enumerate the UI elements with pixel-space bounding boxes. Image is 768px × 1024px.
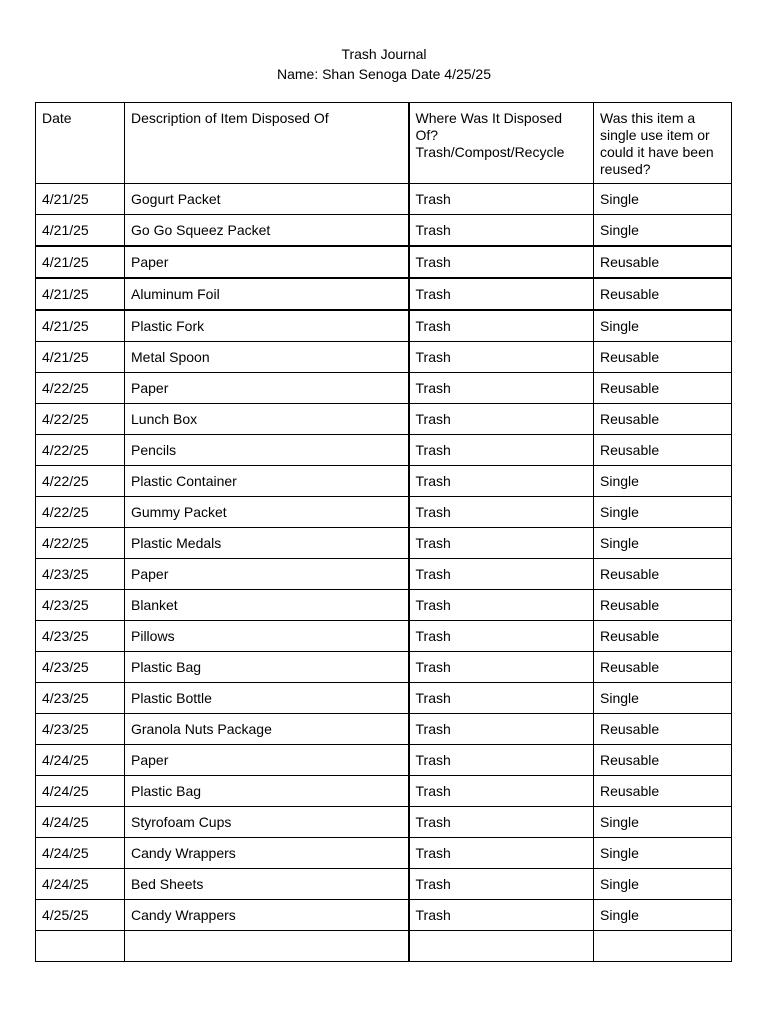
table-row [36,714,732,745]
cell-date: 4/24/25 [36,745,125,776]
table-row [36,404,732,435]
cell-description: Paper [125,559,409,590]
cell-single-use: Single [594,807,732,838]
cell-single-use: Reusable [594,559,732,590]
cell-single-use: Single [594,215,732,247]
table-row [36,246,732,278]
table-row [36,373,732,404]
cell-where-disposed: Trash [409,310,594,342]
header-description: Description of Item Disposed Of [125,103,409,184]
table-row [36,215,732,247]
cell-where-disposed: Trash [409,838,594,869]
cell-where-disposed: Trash [409,807,594,838]
cell-where-disposed: Trash [409,683,594,714]
table-row [36,184,732,215]
table-row [36,466,732,497]
cell-date: 4/23/25 [36,683,125,714]
cell-where-disposed: Trash [409,342,594,373]
cell-description: Gummy Packet [125,497,409,528]
cell-single-use: Single [594,528,732,559]
table-row [36,652,732,683]
cell-where-disposed: Trash [409,621,594,652]
cell-date: 4/23/25 [36,714,125,745]
table-row [36,621,732,652]
table-row [36,590,732,621]
cell-single-use: Reusable [594,404,732,435]
cell-description: Gogurt Packet [125,184,409,215]
cell-description: Bed Sheets [125,869,409,900]
cell-date: 4/24/25 [36,807,125,838]
table-row [36,838,732,869]
cell-description: Styrofoam Cups [125,807,409,838]
cell-date: 4/23/25 [36,559,125,590]
cell-date: 4/23/25 [36,590,125,621]
cell-single-use: Reusable [594,621,732,652]
cell-where-disposed: Trash [409,590,594,621]
table-row [36,278,732,310]
cell-single-use: Single [594,466,732,497]
cell-date: 4/22/25 [36,466,125,497]
table-row [36,869,732,900]
table-row [36,683,732,714]
table-row [36,559,732,590]
cell-single-use: Reusable [594,776,732,807]
cell-description: Candy Wrappers [125,900,409,931]
header-row [36,103,732,184]
cell-single-use: Single [594,497,732,528]
cell-single-use [594,931,732,962]
cell-where-disposed: Trash [409,466,594,497]
cell-where-disposed: Trash [409,497,594,528]
table-row [36,435,732,466]
cell-single-use: Reusable [594,652,732,683]
cell-where-disposed: Trash [409,900,594,931]
cell-where-disposed: Trash [409,435,594,466]
header-where-disposed: Where Was It Disposed Of? Trash/Compost/Recycle [409,103,594,184]
header-single-use: Was this item a single use item or could it have been reused? [594,103,732,184]
trash-journal-table [35,102,732,962]
cell-description: Plastic Bag [125,652,409,683]
cell-single-use: Reusable [594,745,732,776]
cell-description: Plastic Bag [125,776,409,807]
cell-description: Pillows [125,621,409,652]
cell-single-use: Reusable [594,714,732,745]
table-row [36,931,732,962]
cell-date: 4/24/25 [36,869,125,900]
cell-single-use: Single [594,900,732,931]
cell-single-use: Single [594,184,732,215]
cell-date: 4/24/25 [36,838,125,869]
cell-single-use: Single [594,838,732,869]
cell-description: Plastic Bottle [125,683,409,714]
cell-where-disposed: Trash [409,652,594,683]
cell-date: 4/21/25 [36,246,125,278]
table-row [36,528,732,559]
cell-where-disposed: Trash [409,559,594,590]
cell-description: Plastic Medals [125,528,409,559]
cell-date: 4/21/25 [36,342,125,373]
table-row [36,745,732,776]
cell-date: 4/22/25 [36,497,125,528]
cell-single-use: Single [594,869,732,900]
cell-description: Paper [125,373,409,404]
cell-description: Go Go Squeez Packet [125,215,409,247]
cell-date: 4/21/25 [36,278,125,310]
document-title: Trash Journal [341,46,427,62]
cell-description: Plastic Container [125,466,409,497]
cell-description: Metal Spoon [125,342,409,373]
cell-description: Candy Wrappers [125,838,409,869]
table-header [36,103,732,184]
cell-where-disposed: Trash [409,184,594,215]
cell-where-disposed: Trash [409,404,594,435]
cell-date: 4/22/25 [36,373,125,404]
cell-where-disposed: Trash [409,869,594,900]
cell-where-disposed: Trash [409,776,594,807]
cell-date: 4/23/25 [36,652,125,683]
header-date: Date [36,103,125,184]
cell-date: 4/24/25 [36,776,125,807]
table-row [36,497,732,528]
cell-where-disposed: Trash [409,278,594,310]
table-row [36,807,732,838]
cell-single-use: Single [594,310,732,342]
cell-description: Pencils [125,435,409,466]
cell-description: Lunch Box [125,404,409,435]
cell-where-disposed: Trash [409,215,594,247]
document-subtitle: Name: Shan Senoga Date 4/25/25 [276,66,492,82]
cell-description [125,931,409,962]
cell-description: Plastic Fork [125,310,409,342]
cell-single-use: Reusable [594,435,732,466]
cell-single-use: Reusable [594,342,732,373]
cell-single-use: Reusable [594,246,732,278]
cell-where-disposed: Trash [409,714,594,745]
cell-where-disposed: Trash [409,246,594,278]
cell-date: 4/22/25 [36,435,125,466]
cell-date [36,931,125,962]
cell-description: Blanket [125,590,409,621]
cell-description: Paper [125,246,409,278]
cell-date: 4/21/25 [36,184,125,215]
cell-description: Aluminum Foil [125,278,409,310]
cell-where-disposed [409,931,594,962]
cell-date: 4/22/25 [36,404,125,435]
cell-date: 4/21/25 [36,310,125,342]
cell-where-disposed: Trash [409,745,594,776]
cell-date: 4/23/25 [36,621,125,652]
cell-single-use: Reusable [594,373,732,404]
table-body [36,184,732,962]
table-row [36,776,732,807]
cell-description: Paper [125,745,409,776]
cell-single-use: Reusable [594,278,732,310]
cell-single-use: Reusable [594,590,732,621]
cell-date: 4/22/25 [36,528,125,559]
table-row [36,342,732,373]
cell-single-use: Single [594,683,732,714]
table-row [36,900,732,931]
table-row [36,310,732,342]
cell-description: Granola Nuts Package [125,714,409,745]
cell-date: 4/25/25 [36,900,125,931]
cell-where-disposed: Trash [409,373,594,404]
cell-date: 4/21/25 [36,215,125,247]
cell-where-disposed: Trash [409,528,594,559]
